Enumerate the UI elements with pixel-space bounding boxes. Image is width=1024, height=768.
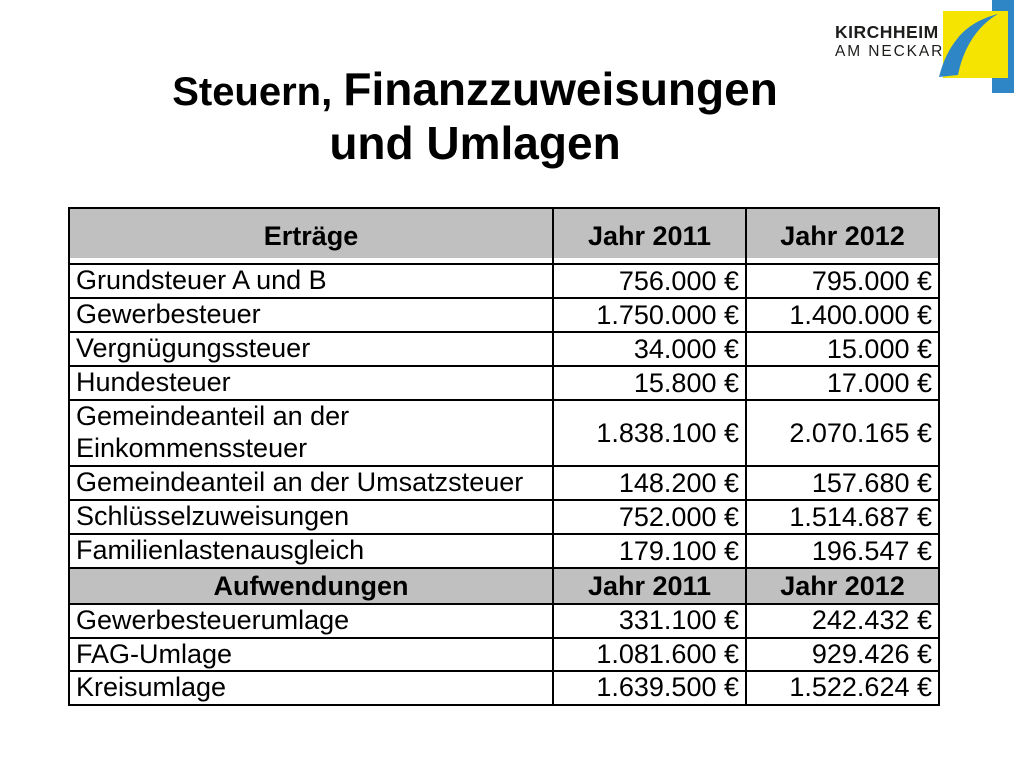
header-cell-jahr2012: Jahr 2012 bbox=[746, 568, 939, 604]
table-row-vergnuegungssteuer bbox=[69, 332, 939, 366]
value-2011: 1.639.500 € bbox=[553, 671, 746, 705]
slide-title-line1 bbox=[0, 62, 950, 116]
value-2012: 17.000 € bbox=[746, 366, 939, 400]
row-label: Gemeindeanteil an der Umsatzsteuer bbox=[69, 466, 553, 500]
value-2012: 242.432 € bbox=[746, 604, 939, 638]
header-cell-jahr2012: Jahr 2012 bbox=[746, 208, 939, 264]
value-2011: 1.838.100 € bbox=[553, 400, 746, 466]
value-2011: 15.800 € bbox=[553, 366, 746, 400]
table-row-einkommenssteuer bbox=[69, 400, 939, 466]
row-label: Grundsteuer A und B bbox=[69, 264, 553, 298]
finance-table bbox=[68, 207, 940, 706]
value-2012: 1.514.687 € bbox=[746, 500, 939, 534]
row-label: Gemeindeanteil an der Einkommenssteuer bbox=[69, 400, 553, 466]
value-2011: 1.081.600 € bbox=[553, 638, 746, 672]
value-2012: 1.400.000 € bbox=[746, 298, 939, 332]
value-2012: 2.070.165 € bbox=[746, 400, 939, 466]
value-2012: 795.000 € bbox=[746, 264, 939, 298]
slide-title bbox=[0, 62, 950, 171]
table-row-umsatzsteuer bbox=[69, 466, 939, 500]
table-row-gewerbesteuerumlage bbox=[69, 604, 939, 638]
value-2012: 196.547 € bbox=[746, 534, 939, 568]
header-cell-jahr2011: Jahr 2011 bbox=[553, 208, 746, 264]
row-label: Familienlastenausgleich bbox=[69, 534, 553, 568]
logo-name-line2: AM NECKAR bbox=[835, 43, 945, 61]
value-2012: 157.680 € bbox=[746, 466, 939, 500]
row-label: Kreisumlage bbox=[69, 671, 553, 705]
value-2012: 929.426 € bbox=[746, 638, 939, 672]
table-row-kreisumlage bbox=[69, 671, 939, 705]
row-label: Gewerbesteuer bbox=[69, 298, 553, 332]
value-2011: 331.100 € bbox=[553, 604, 746, 638]
row-label: FAG-Umlage bbox=[69, 638, 553, 672]
value-2011: 148.200 € bbox=[553, 466, 746, 500]
table-row-grundsteuer bbox=[69, 264, 939, 298]
table-header-aufwendungen bbox=[69, 568, 939, 604]
table-row-schluesselzuweisungen bbox=[69, 500, 939, 534]
value-2012: 1.522.624 € bbox=[746, 671, 939, 705]
value-2011: 179.100 € bbox=[553, 534, 746, 568]
value-2011: 756.000 € bbox=[553, 264, 746, 298]
value-2012: 15.000 € bbox=[746, 332, 939, 366]
table-row-gewerbesteuer bbox=[69, 298, 939, 332]
table-row-hundesteuer bbox=[69, 366, 939, 400]
table-row-fag-umlage bbox=[69, 638, 939, 672]
slide-title-line2: und Umlagen bbox=[329, 117, 621, 170]
logo-text bbox=[835, 22, 944, 61]
slide-title-word-steuern: Steuern, bbox=[172, 70, 344, 114]
header-cell-jahr2011: Jahr 2011 bbox=[553, 568, 746, 604]
row-label: Schlüsselzuweisungen bbox=[69, 500, 553, 534]
value-2011: 752.000 € bbox=[553, 500, 746, 534]
row-label: Hundesteuer bbox=[69, 366, 553, 400]
header-cell-ertraege: Erträge bbox=[69, 208, 553, 264]
header-cell-aufwendungen: Aufwendungen bbox=[69, 568, 553, 604]
row-label: Gewerbesteuerumlage bbox=[69, 604, 553, 638]
slide-title-word-finanzzuweisungen: Finanzzuweisungen bbox=[343, 63, 778, 115]
logo-name-line1: KIRCHHEIM bbox=[835, 22, 939, 42]
table-header-ertraege bbox=[69, 208, 939, 264]
value-2011: 1.750.000 € bbox=[553, 298, 746, 332]
table-row-familienlastenausgleich bbox=[69, 534, 939, 568]
row-label: Vergnügungssteuer bbox=[69, 332, 553, 366]
value-2011: 34.000 € bbox=[553, 332, 746, 366]
